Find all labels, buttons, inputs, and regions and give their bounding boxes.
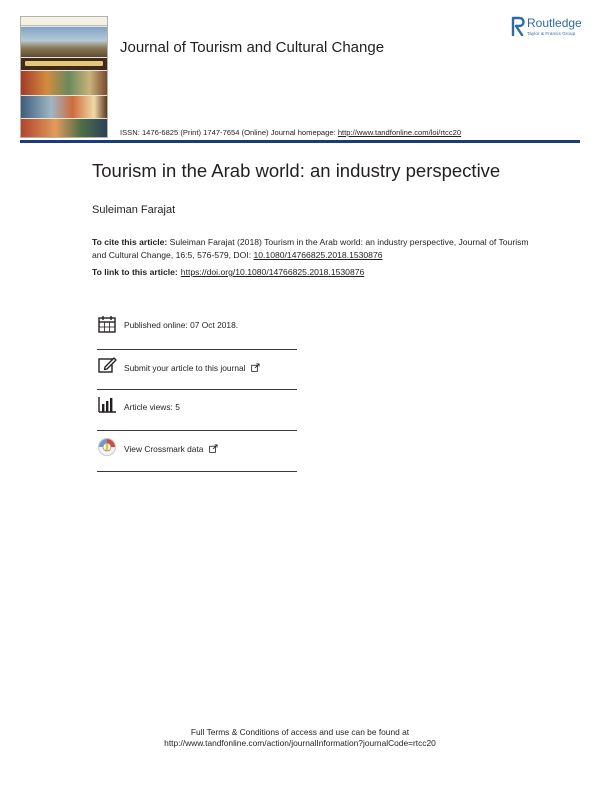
footer-terms-text: Full Terms & Conditions of access and use can be found at (190, 727, 410, 737)
calendar-icon (97, 314, 117, 334)
footer-terms-url[interactable]: http://www.tandfonline.com/action/journalInformation?journalCode=rtcc20 (164, 738, 436, 748)
divider (97, 349, 297, 350)
divider (97, 471, 297, 472)
article-title: Tourism in the Arab world: an industry perspective (92, 160, 501, 181)
journal-title: Journal of Tourism and Cultural Change (120, 39, 385, 56)
cite-label: To cite this article: (92, 237, 168, 247)
cite-text: Suleiman Farajat (2018) Tourism in the Arab world: an industry perspective, Journal of Tourism and Cultural Change, 16:5, 576-579, DOI: (92, 237, 529, 260)
edit-icon (97, 355, 117, 375)
journal-homepage-link[interactable]: http://www.tandfonline.com/loi/rtcc20 (337, 128, 462, 137)
submit-article-link[interactable] (124, 363, 260, 373)
crossmark-item[interactable] (97, 436, 297, 476)
journal-cover-image (20, 16, 108, 138)
submit-article-text[interactable]: Submit your article to this journal (124, 363, 246, 373)
routledge-r-icon (511, 16, 525, 36)
article-views-text: Article views: 5 (124, 402, 180, 412)
link-label: To link to this article: (92, 267, 178, 277)
external-link-icon (251, 363, 260, 372)
doi-link[interactable]: 10.1080/14766825.2018.1530876 (253, 249, 383, 260)
footer (0, 727, 600, 749)
link-line (92, 267, 364, 277)
article-views-item (97, 395, 297, 435)
header-divider (20, 140, 580, 143)
citation-block (92, 236, 532, 261)
publisher-tagline: Taylor & Francis Group (527, 31, 576, 36)
published-online-item (97, 314, 297, 354)
issn-text: ISSN: 1476-6825 (Print) 1747-7654 (Online) Journal homepage: (120, 128, 338, 137)
crossmark-link[interactable] (124, 444, 218, 454)
divider (97, 430, 297, 431)
published-online-text: Published online: 07 Oct 2018. (124, 320, 239, 330)
article-doi-url[interactable]: https://doi.org/10.1080/14766825.2018.1530876 (180, 267, 365, 277)
routledge-logo (511, 16, 591, 40)
divider (97, 389, 297, 390)
article-author: Suleiman Farajat (92, 204, 176, 216)
external-link-icon (209, 444, 218, 453)
bar-chart-icon (97, 395, 117, 415)
issn-line (120, 128, 461, 137)
crossmark-icon (97, 437, 117, 457)
crossmark-text[interactable]: View Crossmark data (124, 444, 204, 454)
publisher-name: Routledge (527, 16, 582, 30)
